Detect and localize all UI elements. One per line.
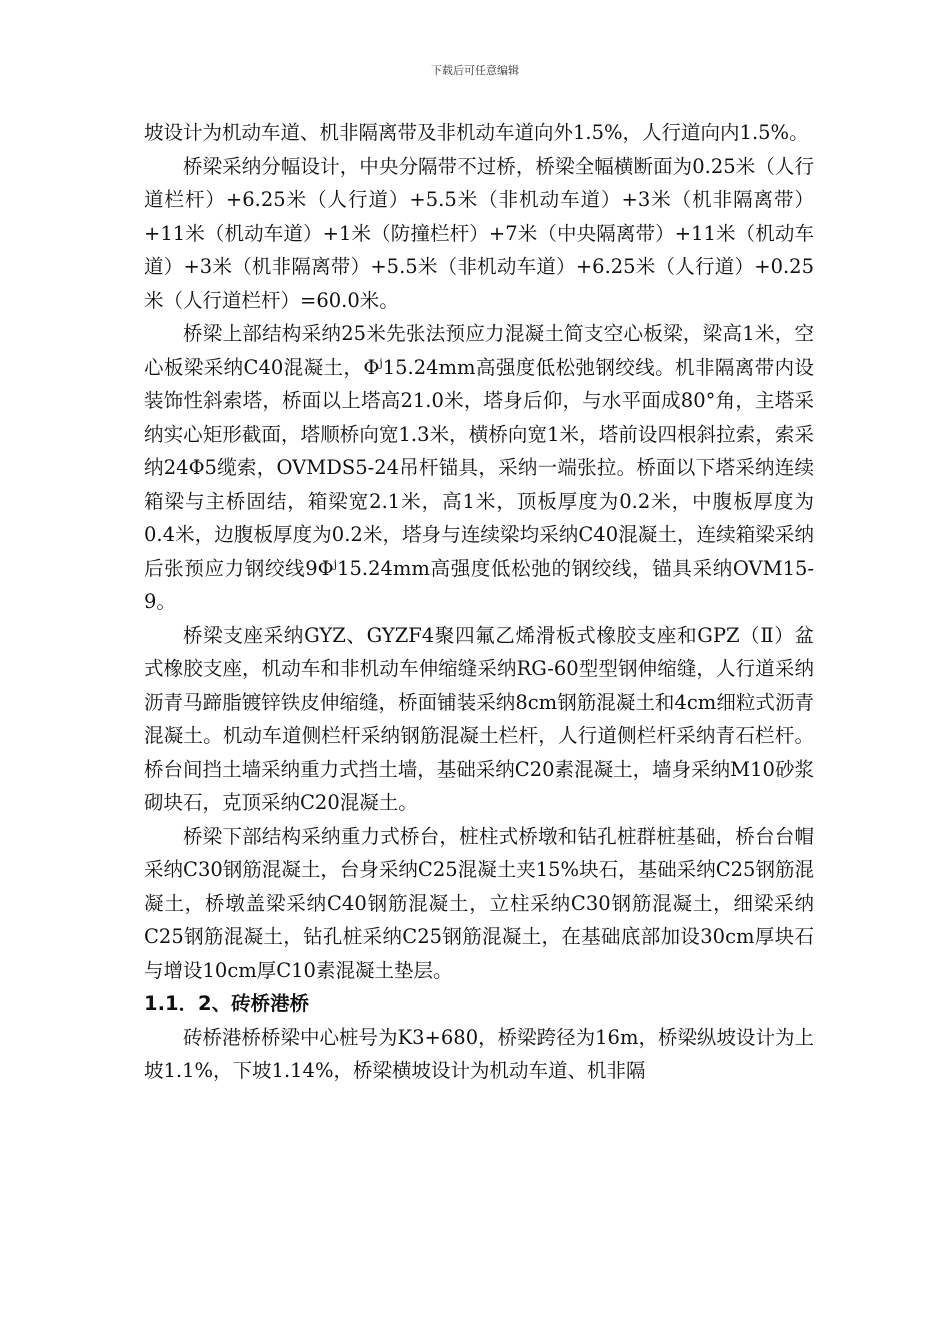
paragraph-3-part-c: 15.24mm高强度低松弛的钢绞线，锚具采纳OVM15-9。 [144,556,814,613]
document-body [144,116,814,1088]
paragraph-3-part-a: 桥梁上部结构采纳25米先张法预应力混凝土简支空心板梁，梁高1米，空心板梁采纳C40混凝土，Φ [144,322,814,379]
superscript-j-1: j [379,356,383,369]
superscript-j-2: j [333,557,338,570]
paragraph-2: 桥梁采纳分幅设计，中央分隔带不过桥，桥梁全幅横断面为0.25米（人行道栏杆）+6.25米（人行道）+5.5米（非机动车道）+3米（机非隔离带）+11米（机动车道）+1米（防撞栏杆）+7米（中央隔离带）+11米（机动车道）+3米（机非隔离带）+5.5米（非机动车道）+6.25米（人行道）+0.25米（人行道栏杆）=60.0米。 [144,154,814,312]
page-header: 下载后可任意编辑 [431,64,519,77]
paragraph-4: 桥梁支座采纳GYZ、GYZF4聚四氟乙烯滑板式橡胶支座和GPZ（Ⅱ）盆式橡胶支座，机动车和非机动车伸缩缝采纳RG-60型型钢伸缩缝，人行道采纳沥青马蹄脂镀锌铁皮伸缩缝，桥面铺装采纳8cm钢筋混凝土和4cm细粒式沥青混凝土。机动车道侧栏杆采纳钢筋混凝土栏杆，人行道侧栏杆采纳青石栏杆。桥台间挡土墙采纳重力式挡土墙，基础采纳C20素混凝土，墙身采纳M10砂浆砌块石，克顶采纳C20混凝土。 [144,623,814,814]
paragraph-6: 砖桥港桥桥梁中心桩号为K3+680，桥梁跨径为16m，桥梁纵坡设计为上坡1.1%，下坡1.14%，桥梁横坡设计为机动车道、机非隔 [144,1025,814,1082]
paragraph-5: 桥梁下部结构采纳重力式桥台，桩柱式桥墩和钻孔桩群桩基础，桥台台帽采纳C30钢筋混凝土，台身采纳C25混凝土夹15%块石，基础采纳C25钢筋混凝土，桥墩盖梁采纳C40钢筋混凝土，立柱采纳C30钢筋混凝土，细梁采纳C25钢筋混凝土，钻孔桩采纳C25钢筋混凝土，在基础底部加设30cm厚块石与增设10cm厚C10素混凝土垫层。 [144,824,814,982]
paragraph-3 [144,317,814,619]
section-heading: 1.1．2、砖桥港桥 [144,992,310,1015]
paragraph-3-part-b: 15.24mm高强度低松弛钢绞线。机非隔离带内设装饰性斜索塔，桥面以上塔高21.0米，塔身后仰，与水平面成80°角，主塔采纳实心矩形截面，塔顺桥向宽1.3米，横桥向宽1米，塔前设四根斜拉索，索采纳24Φ5缆索，OVMDS5-24吊杆锚具，采纳一端张拉。桥面以下塔采纳连续箱梁与主桥固结，箱梁宽2.1米，高1米，顶板厚度为0.2米，中腹板厚度为0.4米，边腹板厚度为0.2米，塔身与连续梁均采纳C40混凝土，连续箱梁采纳后张预应力钢绞线9Φ [144,355,814,580]
paragraph-1: 坡设计为机动车道、机非隔离带及非机动车道向外1.5%，人行道向内1.5%。 [144,121,809,144]
